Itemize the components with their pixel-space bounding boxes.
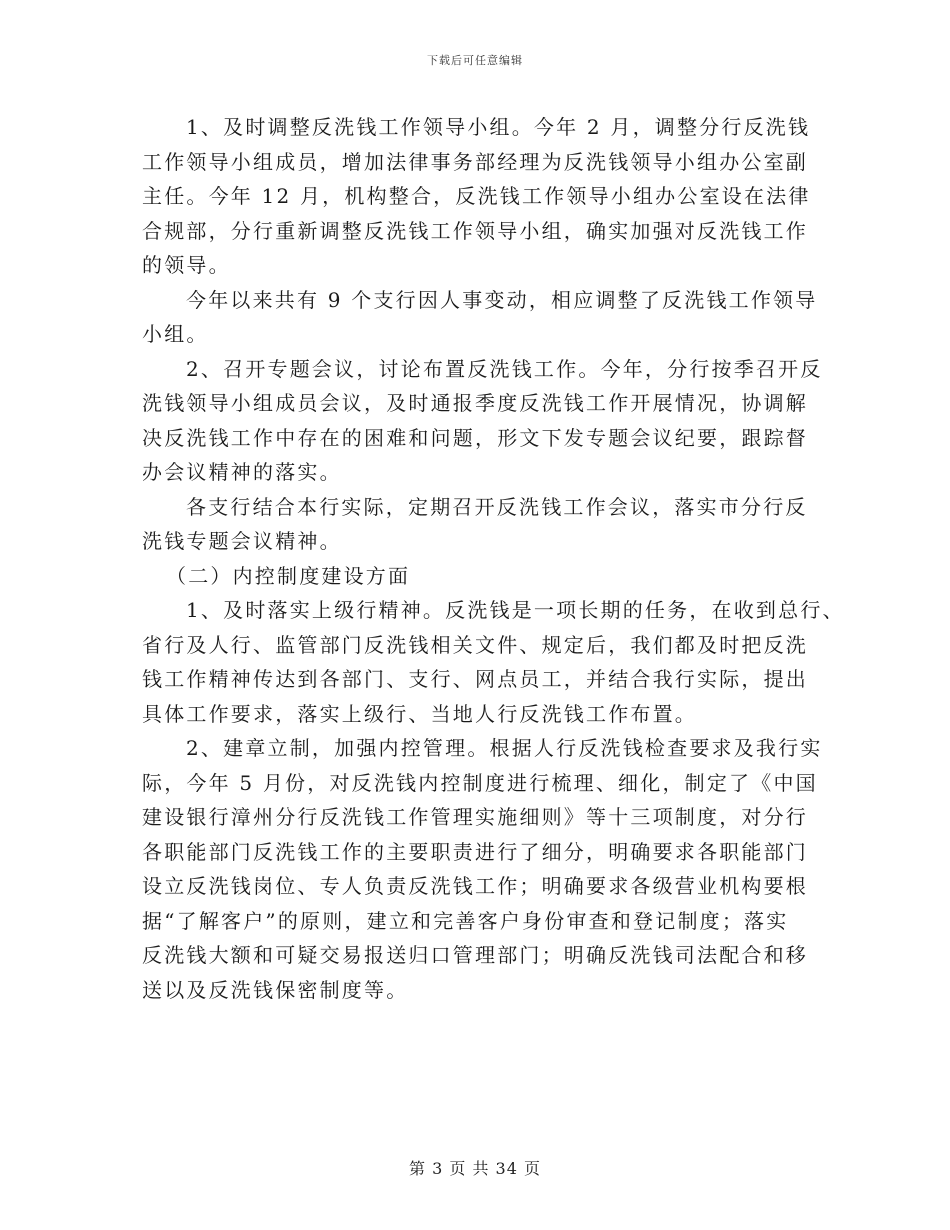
text-line: 建设银行漳州分行反洗钱工作管理实施细则》等十三项制度，对分行	[142, 805, 808, 829]
text-line: 主任。今年 12 月，机构整合，反洗钱工作领导小组办公室设在法律	[142, 184, 811, 208]
text-line: 各职能部门反洗钱工作的主要职责进行了细分，明确要求各职能部门	[142, 839, 808, 864]
text-line: 设立反洗钱岗位、专人负责反洗钱工作；明确要求各级营业机构要根	[142, 874, 808, 898]
text-line: 小组。	[142, 322, 209, 346]
text-line: 省行及人行、监管部门反洗钱相关文件、规定后，我们都及时把反洗	[142, 632, 808, 657]
text-line: 1、及时调整反洗钱工作领导小组。今年 2 月，调整分行反洗钱	[186, 115, 811, 139]
text-line: 钱工作精神传达到各部门、支行、网点员工，并结合我行实际，提出	[142, 667, 808, 691]
text-line: 具体工作要求，落实上级行、当地人行反洗钱工作布置。	[142, 701, 697, 726]
page-footer: 第 3 页 共 34 页	[409, 1159, 541, 1178]
text-line: 际，今年 5 月份，对反洗钱内控制度进行梳理、细化，制定了《中国	[142, 770, 818, 795]
text-line: 2、召开专题会议，讨论布置反洗钱工作。今年，分行按季召开反	[186, 356, 823, 381]
text-line: 办会议精神的落实。	[142, 460, 342, 484]
page-header: 下载后可任意编辑	[427, 54, 523, 67]
text-line: 决反洗钱工作中存在的困难和问题，形文下发专题会议纪要，跟踪督	[142, 425, 808, 450]
text-line: 工作领导小组成员，增加法律事务部经理为反洗钱领导小组办公室副	[142, 149, 808, 174]
text-line: 1、及时落实上级行精神。反洗钱是一项长期的任务，在收到总行、	[186, 598, 845, 622]
text-line: 合规部，分行重新调整反洗钱工作领导小组，确实加强对反洗钱工作	[142, 218, 808, 243]
text-line: 的领导。	[142, 253, 231, 277]
document-body	[142, 110, 845, 1007]
text-line: 今年以来共有 9 个支行因人事变动，相应调整了反洗钱工作领导	[186, 287, 818, 312]
text-line: 洗钱专题会议精神。	[142, 529, 342, 553]
text-line: 洗钱领导小组成员会议，及时通报季度反洗钱工作开展情况，协调解	[142, 391, 808, 415]
text-line: 2、建章立制，加强内控管理。根据人行反洗钱检查要求及我行实	[186, 736, 823, 760]
text-line: 据“了解客户”的原则，建立和完善客户身份审查和登记制度；落实	[142, 908, 789, 933]
text-line: 送以及反洗钱保密制度等。	[142, 977, 409, 1002]
text-line: 反洗钱大额和可疑交易报送归口管理部门；明确反洗钱司法配合和移	[142, 943, 808, 967]
text-line: （二）内控制度建设方面	[166, 563, 411, 588]
text-line: 各支行结合本行实际，定期召开反洗钱工作会议，落实市分行反	[186, 494, 808, 519]
